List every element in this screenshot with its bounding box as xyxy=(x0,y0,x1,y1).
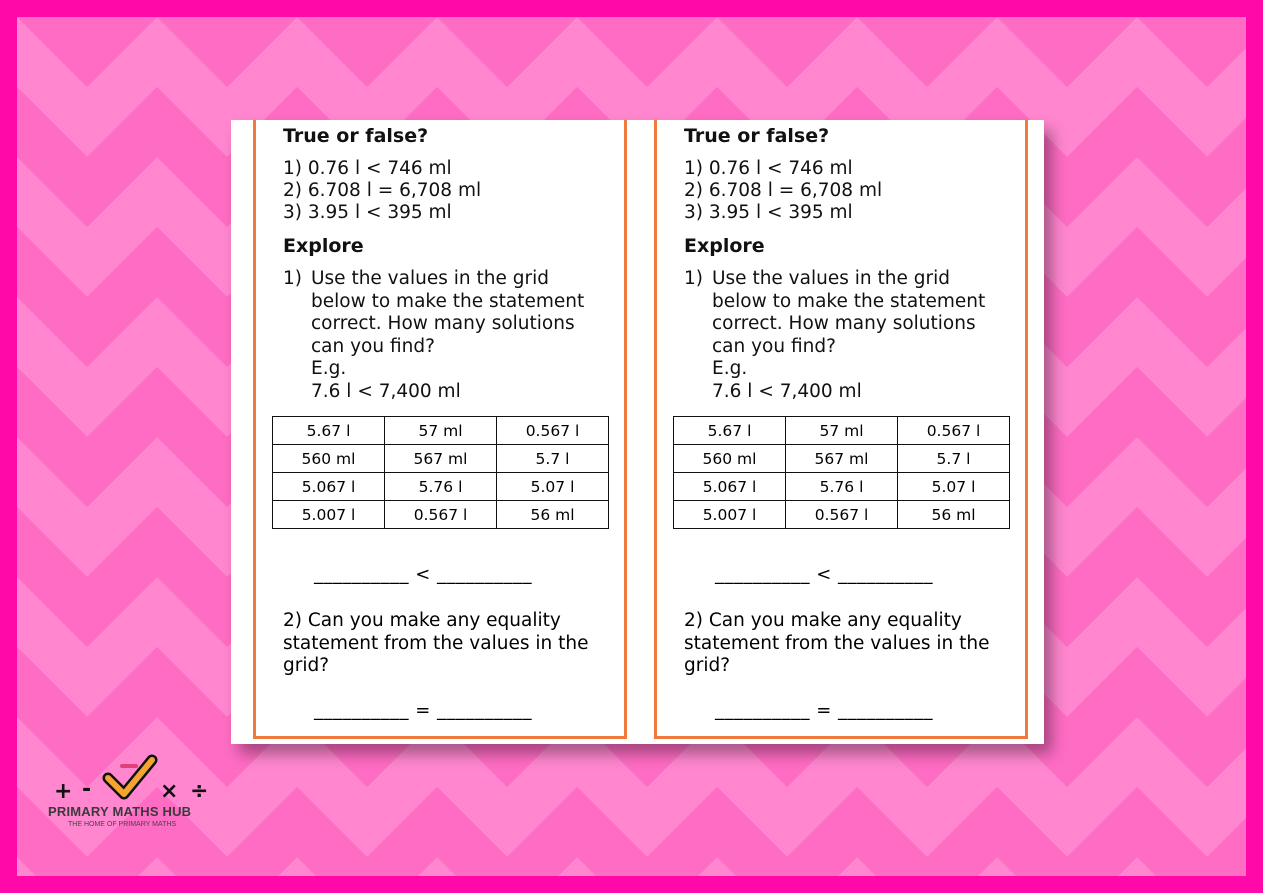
less-than-answer-line[interactable]: __________ < __________ xyxy=(715,564,934,585)
grid-cell: 567 ml xyxy=(786,445,898,473)
explore-heading: Explore xyxy=(684,235,765,257)
explore-question-2: 2) Can you make any equality statement from the values in the grid? xyxy=(684,610,990,676)
statement-2: 2) 6.708 l = 6,708 ml xyxy=(283,180,482,201)
question-line: can you find? xyxy=(311,335,435,357)
grid-cell: 0.567 l xyxy=(497,417,609,445)
grid-cell: 560 ml xyxy=(674,445,786,473)
question-line: below to make the statement xyxy=(311,290,585,312)
values-grid xyxy=(272,416,609,529)
grid-cell: 57 ml xyxy=(385,417,497,445)
grid-row xyxy=(674,473,1010,501)
grid-cell: 560 ml xyxy=(273,445,385,473)
grid-cell: 5.67 l xyxy=(674,417,786,445)
grid-row xyxy=(273,501,609,529)
explore-question-1 xyxy=(684,268,1024,403)
grid-cell: 5.067 l xyxy=(674,473,786,501)
question-line: correct. How many solutions xyxy=(712,313,976,334)
grid-row xyxy=(273,417,609,445)
example-label: E.g. xyxy=(311,358,347,379)
statement-3: 3) 3.95 l < 395 ml xyxy=(684,202,853,223)
true-false-heading: True or false? xyxy=(684,125,830,147)
worksheet xyxy=(231,120,1044,744)
grid-cell: 5.07 l xyxy=(497,473,609,501)
question-line: can you find? xyxy=(712,335,836,357)
divide-icon: ÷ xyxy=(190,779,209,804)
question-line: Use the values in the grid xyxy=(712,268,950,289)
logo-tagline: THE HOME OF PRIMARY MATHS xyxy=(68,821,177,828)
grid-row xyxy=(674,445,1010,473)
minus-icon: - xyxy=(82,777,92,802)
primary-maths-hub-logo xyxy=(44,752,219,832)
logo-name: PRIMARY MATHS HUB xyxy=(48,804,192,819)
grid-cell: 5.76 l xyxy=(385,473,497,501)
task-card-left xyxy=(253,120,627,739)
grid-cell: 56 ml xyxy=(497,501,609,529)
grid-cell: 5.007 l xyxy=(674,501,786,529)
grid-cell: 5.76 l xyxy=(786,473,898,501)
question-line: Use the values in the grid xyxy=(311,268,549,289)
grid-row xyxy=(674,501,1010,529)
grid-cell: 5.67 l xyxy=(273,417,385,445)
statement-1: 1) 0.76 l < 746 ml xyxy=(684,158,853,179)
equals-answer-line[interactable]: __________ = __________ xyxy=(715,700,934,721)
statement-1: 1) 0.76 l < 746 ml xyxy=(283,158,452,179)
grid-cell: 0.567 l xyxy=(385,501,497,529)
explore-question-2: 2) Can you make any equality statement from the values in the grid? xyxy=(283,610,589,676)
question-line: correct. How many solutions xyxy=(311,313,575,334)
example-statement: 7.6 l < 7,400 ml xyxy=(712,380,862,402)
grid-row xyxy=(273,445,609,473)
grid-cell: 567 ml xyxy=(385,445,497,473)
task-card-right xyxy=(654,120,1028,739)
grid-cell: 56 ml xyxy=(898,501,1010,529)
values-grid xyxy=(673,416,1010,529)
true-false-heading: True or false? xyxy=(283,125,429,147)
plus-icon: + xyxy=(54,779,73,804)
grid-cell: 57 ml xyxy=(786,417,898,445)
grid-cell: 5.067 l xyxy=(273,473,385,501)
grid-row xyxy=(273,473,609,501)
explore-question-1 xyxy=(283,268,623,403)
statement-2: 2) 6.708 l = 6,708 ml xyxy=(684,180,883,201)
question-line: below to make the statement xyxy=(712,290,986,312)
example-label: E.g. xyxy=(712,358,748,379)
maths-symbols-icon xyxy=(44,752,219,804)
less-than-answer-line[interactable]: __________ < __________ xyxy=(314,564,533,585)
grid-cell: 0.567 l xyxy=(786,501,898,529)
grid-cell: 0.567 l xyxy=(898,417,1010,445)
grid-cell: 5.7 l xyxy=(497,445,609,473)
question-number: 1) xyxy=(283,268,302,289)
grid-cell: 5.07 l xyxy=(898,473,1010,501)
grid-row xyxy=(674,417,1010,445)
statement-3: 3) 3.95 l < 395 ml xyxy=(283,202,452,223)
example-statement: 7.6 l < 7,400 ml xyxy=(311,380,461,402)
explore-heading: Explore xyxy=(283,235,364,257)
question-number: 1) xyxy=(684,268,703,289)
grid-cell: 5.007 l xyxy=(273,501,385,529)
grid-cell: 5.7 l xyxy=(898,445,1010,473)
equals-answer-line[interactable]: __________ = __________ xyxy=(314,700,533,721)
times-icon: × xyxy=(160,779,179,804)
